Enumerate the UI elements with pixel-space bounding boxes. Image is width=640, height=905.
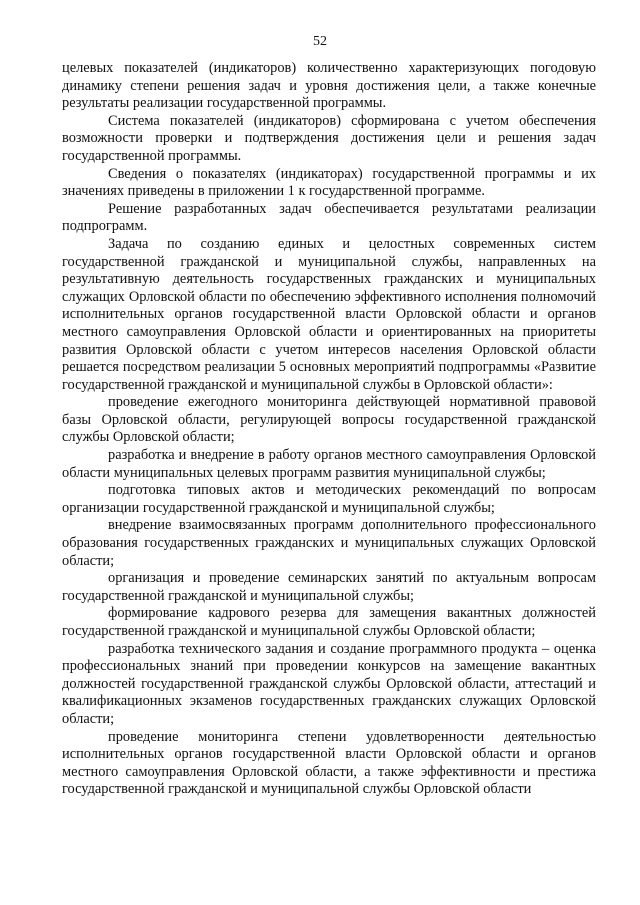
list-item: проведение ежегодного мониторинга действующей нормативной правовой базы Орловской области, регулирующей вопросы государственной гражданской службы Орловской области; — [62, 394, 596, 446]
paragraph: целевых показателей (индикаторов) количественно характеризующих погодовую динамику степени решения задач и уровня достижения цели, а также конечные результаты реализации государственной программы. — [62, 60, 596, 112]
list-item: организация и проведение семинарских занятий по актуальным вопросам государственной гражданской и муниципальной службы; — [62, 570, 596, 604]
list-item: проведение мониторинга степени удовлетворенности деятельностью исполнительных органов государственной власти Орловской области и органов местного самоуправления Орловской области, а также эффективности и престижа государственной гражданской и муниципальной службы Орловской области — [62, 728, 596, 798]
list-item: разработка и внедрение в работу органов местного самоуправления Орловской области муниципальных целевых программ развития муниципальной службы; — [62, 447, 596, 481]
list-item: разработка технического задания и создание программного продукта – оценка профессиональных знаний при проведении конкурсов на замещение вакантных должностей государственной гражданской службы Орловской области, аттестаций и квалификационных экзаменов государственных гражданских служащих Орловской области; — [62, 640, 596, 727]
paragraph: Решение разработанных задач обеспечивается результатами реализации подпрограмм. — [62, 200, 596, 235]
paragraph: Задача по созданию единых и целостных современных систем государственной гражданской и муниципальной службы, направленных на результативную деятельность государственных гражданских и муниципальных служащих Орловской области по обеспечению эффективного исполнения полномочий исполнительных органов государственной власти Орловской области и органов местного самоуправления Орловской области и ориентированных на приоритеты развития Орловской области с учетом интересов населения Орловской области решается посредством реализации 5 основных мероприятий подпрограммы «Развитие государственной гражданской и муниципальной службы в Орловской области»: — [62, 235, 596, 393]
list-item: подготовка типовых актов и методических рекомендаций по вопросам организации государственной гражданской и муниципальной службы; — [62, 482, 596, 516]
paragraph: Сведения о показателях (индикаторах) государственной программы и их значениях приведены в приложении 1 к государственной программе. — [62, 165, 596, 200]
list-item: внедрение взаимосвязанных программ дополнительного профессионального образования государственных гражданских и муниципальных служащих Орловской области; — [62, 517, 596, 569]
page-number: 52 — [313, 34, 327, 49]
list-item: формирование кадрового резерва для замещения вакантных должностей государственной гражданской и муниципальной службы Орловской области; — [62, 605, 596, 639]
body-text — [62, 60, 596, 799]
paragraph: Система показателей (индикаторов) сформирована с учетом обеспечения возможности проверки и подтверждения достижения цели и решения задач государственной программы. — [62, 112, 596, 164]
